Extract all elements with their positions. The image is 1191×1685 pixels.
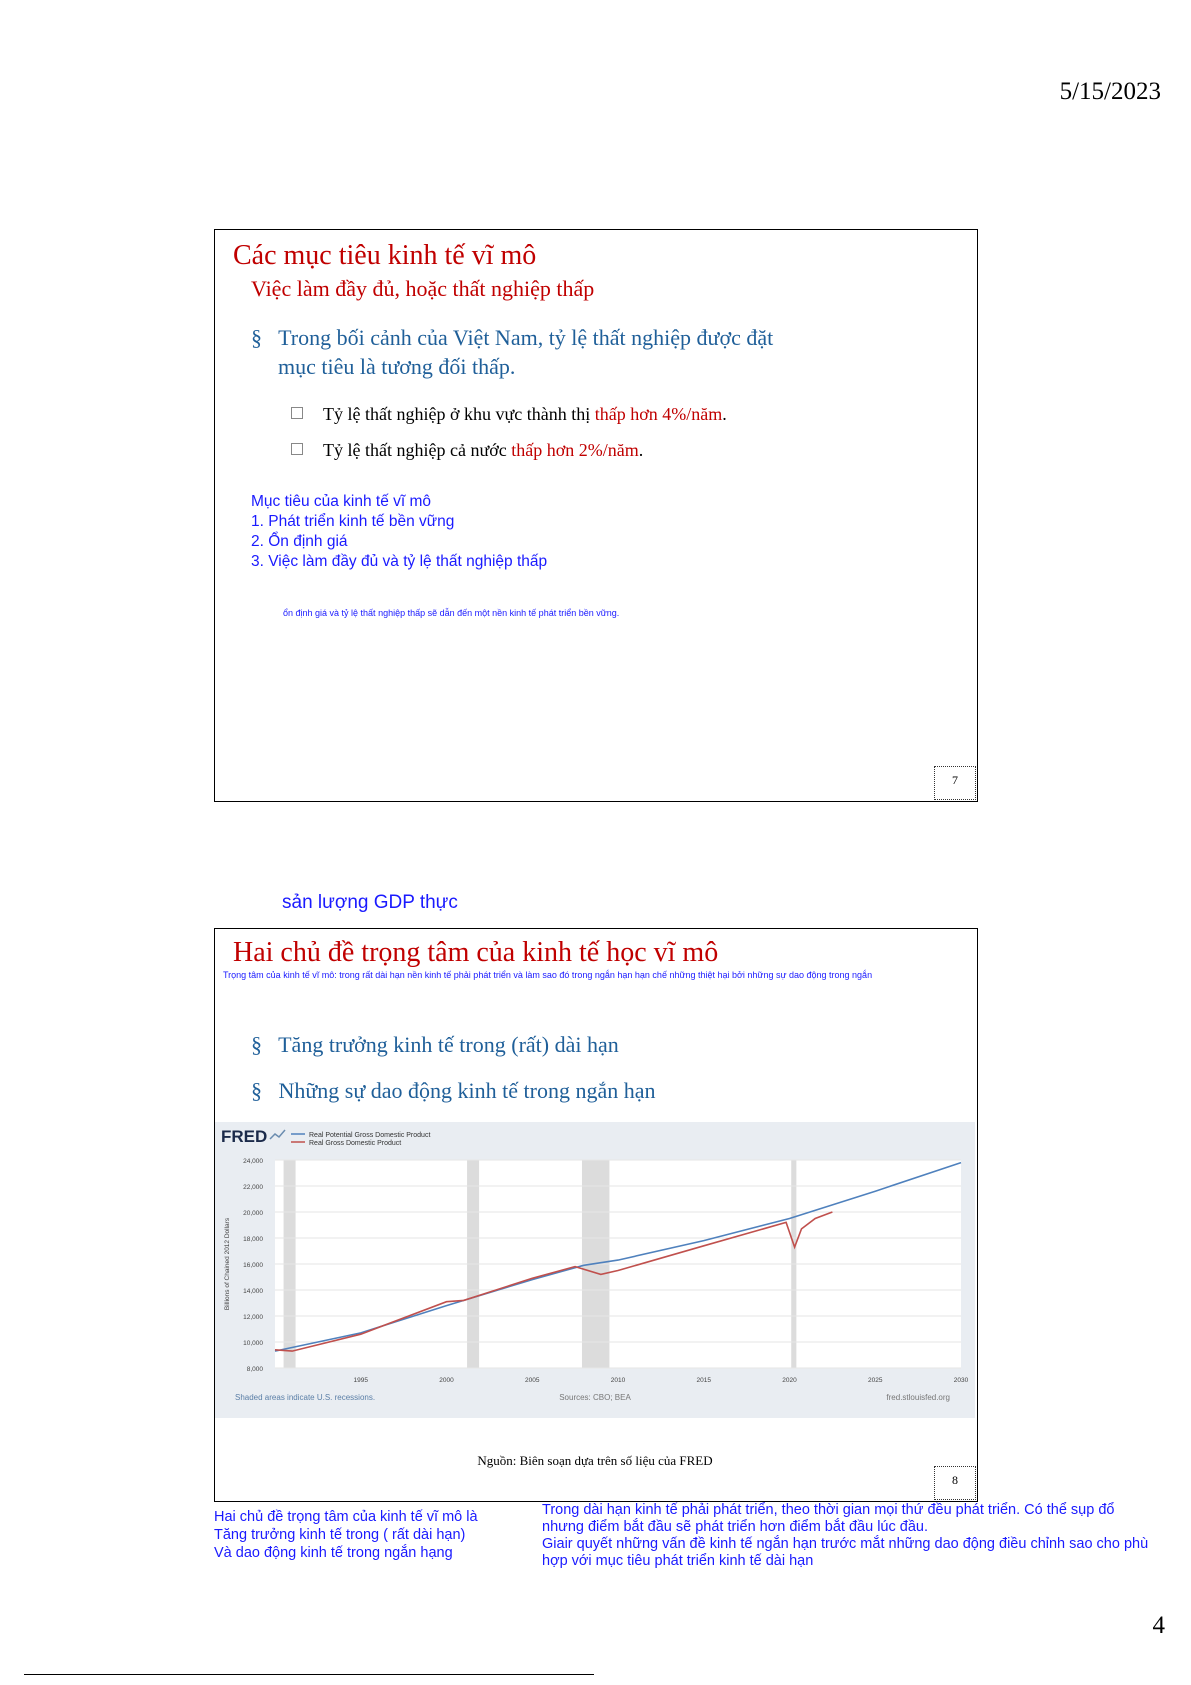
sub-bullet-urban <box>291 404 727 425</box>
page-date: 5/15/2023 <box>1059 78 1161 105</box>
annotation-goals <box>251 492 547 572</box>
bullet-marker: § <box>251 1032 262 1057</box>
y-tick-label: 10,000 <box>243 1340 263 1347</box>
chart-sources: Sources: CBO; BEA <box>559 1393 631 1402</box>
bullet-text-line2: mục tiêu là tương đối thấp. <box>278 354 516 379</box>
annotation-line: Trong dài hạn kinh tế phải phát triển, theo thời gian mọi thứ đều phát triển. Có thể sụp đổ <box>542 1502 1115 1518</box>
y-tick-label: 8,000 <box>246 1366 263 1373</box>
x-tick-label: 2030 <box>953 1377 969 1384</box>
annotation-line: 2. Ổn định giá <box>251 533 348 550</box>
y-axis-label: Billions of Chained 2012 Dollars <box>224 1217 231 1311</box>
x-tick-label: 2000 <box>439 1377 454 1384</box>
slide-number: 7 <box>934 766 976 800</box>
y-tick-label: 18,000 <box>243 1236 263 1243</box>
bullet-item-fluctuations <box>251 1076 656 1105</box>
slide-number: 8 <box>934 1466 976 1500</box>
y-tick-label: 20,000 <box>243 1210 263 1217</box>
y-tick-label: 22,000 <box>243 1184 263 1191</box>
slide-subtitle: Việc làm đầy đủ, hoặc thất nghiệp thấp <box>251 276 595 301</box>
annotation-line: Và dao động kinh tế trong ngắn hạng <box>214 1545 453 1561</box>
bullet-item <box>251 323 773 381</box>
sub-bullet-national <box>291 440 643 461</box>
x-tick-label: 2015 <box>696 1377 711 1384</box>
x-tick-label: 2010 <box>610 1377 626 1384</box>
annotation-line: Giair quyết những vấn đề kinh tế ngắn hạn trước mắt những dao động điều chỉnh sao cho phù <box>542 1536 1149 1552</box>
sub-bullet-text: Tỷ lệ thất nghiệp ở khu vực thành thị <box>323 404 595 424</box>
annotation-line: nhưng điểm bắt đầu sẽ phát triển hơn điểm bắt đầu lúc đầu. <box>542 1519 928 1535</box>
x-tick-label: 2020 <box>782 1377 797 1384</box>
square-bullet-icon <box>291 443 303 455</box>
fred-logo: FRED <box>221 1127 268 1146</box>
sub-bullet-end: . <box>722 404 727 424</box>
footer-rule <box>24 1674 594 1675</box>
bullet-item-growth <box>251 1030 619 1059</box>
x-tick-label: 1995 <box>353 1377 368 1384</box>
chart-svg <box>215 1122 975 1418</box>
y-tick-label: 12,000 <box>243 1314 263 1321</box>
sub-bullet-end: . <box>638 440 644 460</box>
sub-bullet-text: Tỷ lệ thất nghiệp cả nước <box>323 440 512 460</box>
annotation-small: ổn định giá và tỷ lệ thất nghiệp thấp sẽ dẫn đến một nền kinh tế phát triển bền vững. <box>283 608 620 618</box>
legend-label: Real Gross Domestic Product <box>309 1140 402 1147</box>
page-number: 4 <box>1152 1612 1165 1639</box>
x-tick-label: 2005 <box>525 1377 540 1384</box>
y-tick-label: 14,000 <box>243 1288 263 1295</box>
annotation-line: hợp với mục tiêu phát triển kinh tế dài hạn <box>542 1553 814 1569</box>
slide-8 <box>214 928 978 1502</box>
chart-url: fred.stlouisfed.org <box>886 1393 950 1402</box>
annotation-line: 1. Phát triển kinh tế bền vững <box>251 513 455 530</box>
annotation-line: 3. Việc làm đầy đủ và tỷ lệ thất nghiệp thấp <box>251 553 548 570</box>
highlight-text: thấp hơn 4%/năm <box>594 404 723 424</box>
annotation-overlay: Trọng tâm của kinh tế vĩ mô: trong rất dài hạn nền kinh tế phải phát triển và làm sao đó trong ngắn hạn hạn chế những thiệt hại bởi những sự dao động trong ngắn <box>223 970 873 980</box>
bullet-text: Những sự dao động kinh tế trong ngắn hạn <box>278 1078 656 1103</box>
slide-title: Các mục tiêu kinh tế vĩ mô <box>233 240 537 271</box>
slide-7 <box>214 229 978 802</box>
bullet-marker: § <box>251 325 262 350</box>
annotation-bottom-right <box>542 1502 1182 1570</box>
y-tick-label: 24,000 <box>243 1158 263 1165</box>
bullet-marker: § <box>251 1078 262 1103</box>
fred-gdp-chart <box>215 1122 975 1418</box>
annotation-gdp: sản lượng GDP thực <box>282 892 458 913</box>
annotation-line: Tăng trưởng kinh tế trong ( rất dài hạn) <box>214 1527 466 1543</box>
y-tick-label: 16,000 <box>243 1262 263 1269</box>
annotation-line: Mục tiêu của kinh tế vĩ mô <box>251 493 432 510</box>
legend-label: Real Potential Gross Domestic Product <box>309 1132 431 1139</box>
source-caption: Nguồn: Biên soạn dựa trên số liệu của FRED <box>477 1453 713 1468</box>
bullet-text-line1: Trong bối cảnh của Việt Nam, tỷ lệ thất nghiệp được đặt <box>278 325 774 350</box>
slide-title: Hai chủ đề trọng tâm của kinh tế học vĩ mô <box>233 937 719 968</box>
square-bullet-icon <box>291 407 303 419</box>
highlight-text: thấp hơn 2%/năm <box>511 440 639 460</box>
x-tick-label: 2025 <box>868 1377 883 1384</box>
annotation-bottom-left <box>214 1508 478 1562</box>
bullet-text: Tăng trưởng kinh tế trong (rất) dài hạn <box>278 1032 619 1057</box>
chart-footer-note: Shaded areas indicate U.S. recessions. <box>235 1393 376 1402</box>
fred-logo-graph-icon <box>270 1130 285 1139</box>
annotation-line: Hai chủ đề trọng tâm của kinh tế vĩ mô là <box>214 1509 478 1525</box>
